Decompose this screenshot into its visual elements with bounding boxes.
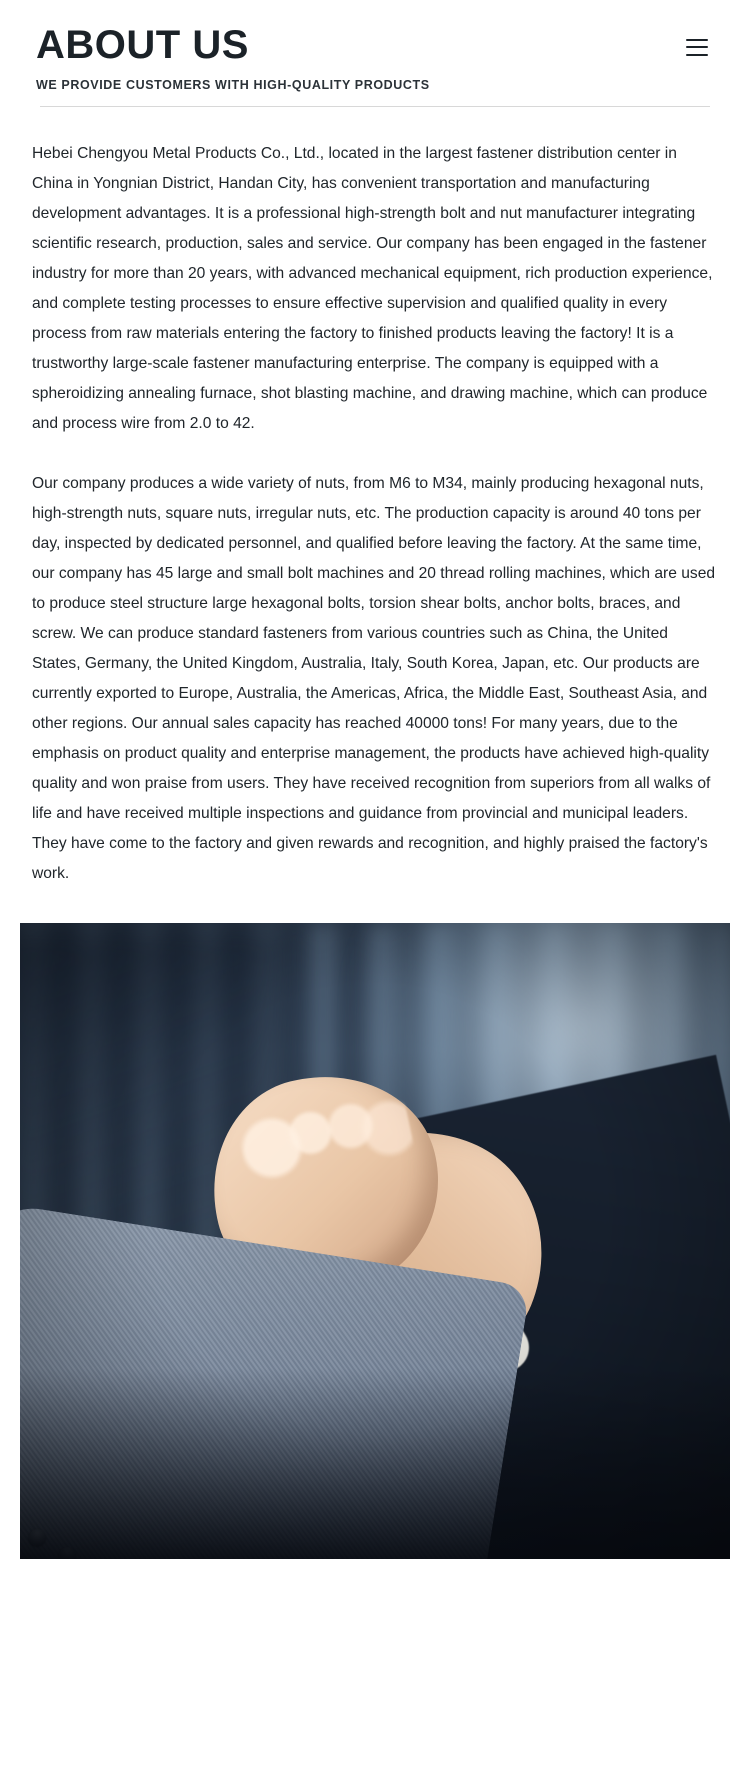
handshake-photo-image bbox=[20, 923, 730, 1559]
about-paragraph-1: Hebei Chengyou Metal Products Co., Ltd., located in the largest fastener distribution center in China in Yongnian District, Handan City, has convenient transportation and manufacturing development advantages. It is a professional high-strength bolt and nut manufacturer integrating scientific research, production, sales and service. Our company has been engaged in the fastener industry for more than 20 years, with advanced mechanical equipment, rich production experience, and complete testing processes to ensure effective supervision and qualified quality in every process from raw materials entering the factory to finished products leaving the factory! It is a trustworthy large-scale fastener manufacturing enterprise. The company is equipped with a spheroidizing annealing furnace, shot blasting machine, and drawing machine, which can produce and process wire from 2.0 to 42. bbox=[32, 145, 713, 432]
hamburger-menu-icon bbox=[686, 39, 708, 56]
about-paragraph-2: Our company produces a wide variety of nuts, from M6 to M34, mainly producing hexagonal nuts, high-strength nuts, square nuts, irregular nuts, etc. The production capacity is around 40 tons per day, inspected by dedicated personnel, and qualified before leaving the factory. At the same time, our company has 45 large and small bolt machines and 20 thread rolling machines, which are used to produce steel structure large hexagonal bolts, torsion shear bolts, anchor bolts, braces, and screw. We can produce standard fasteners from various countries such as China, the United States, Germany, the United Kingdom, Australia, Italy, South Korea, Japan, etc. Our products are currently exported to Europe, Australia, the Americas, Africa, the Middle East, Southeast Asia, and other regions. Our annual sales capacity has reached 40000 tons! For many years, due to the emphasis on product quality and enterprise management, the products have achieved high-quality quality and won praise from users. They have received recognition from superiors from all walks of life and have received multiple inspections and guidance from provincial and municipal leaders. They have come to the factory and given rewards and recognition, and highly praised the factory's work. bbox=[32, 475, 716, 882]
page-title: ABOUT US bbox=[36, 23, 249, 67]
title-block bbox=[36, 22, 430, 92]
about-content bbox=[0, 107, 750, 889]
page-header bbox=[0, 0, 750, 92]
handshake-photo bbox=[20, 923, 730, 1559]
page-subtitle: WE PROVIDE CUSTOMERS WITH HIGH-QUALITY PRODUCTS bbox=[36, 78, 430, 92]
hamburger-menu-button[interactable] bbox=[680, 30, 714, 64]
photo-vignette bbox=[20, 923, 730, 1559]
